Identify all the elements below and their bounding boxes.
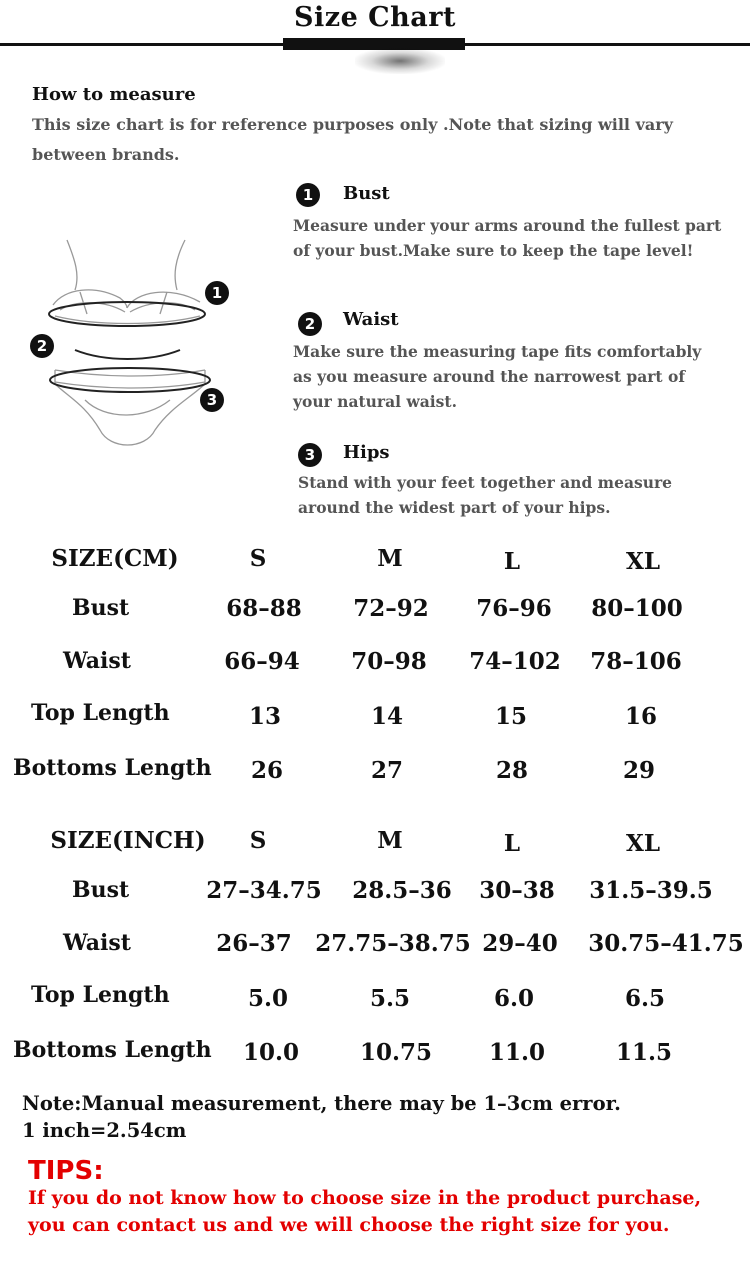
inch-row-label-top-length: Top Length xyxy=(31,982,170,1008)
how-to-measure-title: How to measure xyxy=(32,84,196,105)
header-shadow xyxy=(355,48,445,74)
inch-header-l: L xyxy=(503,830,521,857)
page-title: Size Chart xyxy=(294,2,456,33)
cm-header-l: L xyxy=(503,548,521,575)
cm-waist-m: 70–98 xyxy=(351,648,427,675)
step-2-number: 2 xyxy=(298,312,322,336)
inch-waist-l: 29–40 xyxy=(482,930,558,957)
cm-bottoms-length-l: 28 xyxy=(495,757,529,784)
bikini-measure-illustration xyxy=(25,230,240,495)
step-1-text: Measure under your arms around the fullest part of your bust.Make sure to keep the tape level! xyxy=(293,216,722,260)
cm-top-length-s: 13 xyxy=(248,703,282,730)
inch-header-xl: XL xyxy=(625,830,661,857)
figure-marker-waist: 2 xyxy=(30,334,54,358)
cm-bust-s: 68–88 xyxy=(226,595,302,622)
inch-bottoms-length-l: 11.0 xyxy=(488,1039,546,1066)
cm-header-m: M xyxy=(377,545,403,572)
inch-top-length-m: 5.5 xyxy=(369,985,411,1012)
cm-header-s: S xyxy=(249,545,267,572)
cm-waist-xl: 78–106 xyxy=(590,648,682,675)
inch-row-label-bottoms-length: Bottoms Length xyxy=(13,1037,212,1063)
tips-title: TIPS: xyxy=(28,1156,104,1186)
step-1-number: 1 xyxy=(296,183,320,207)
cm-top-length-m: 14 xyxy=(370,703,404,730)
inch-header-m: M xyxy=(377,827,403,854)
waist-measure-line xyxy=(75,350,180,359)
how-to-measure-text: This size chart is for reference purposes only .Note that sizing will vary between brands. xyxy=(32,115,673,164)
inch-top-length-xl: 6.5 xyxy=(624,985,666,1012)
cm-row-label-top-length: Top Length xyxy=(31,700,170,726)
measurement-note xyxy=(22,1090,621,1144)
tips-text: If you do not know how to choose size in the product purchase, you can contact us and we will choose the right size for you. xyxy=(28,1187,702,1236)
cm-waist-s: 66–94 xyxy=(224,648,300,675)
note-conversion-text: 1 inch=2.54cm xyxy=(22,1119,187,1142)
cm-header-label: SIZE(CM) xyxy=(51,545,179,572)
cm-bust-m: 72–92 xyxy=(353,595,429,622)
cm-bottoms-length-xl: 29 xyxy=(622,757,656,784)
step-3-number: 3 xyxy=(298,443,322,467)
cm-bottoms-length-m: 27 xyxy=(370,757,404,784)
inch-header-label: SIZE(INCH) xyxy=(50,827,206,854)
inch-bust-s: 27–34.75 xyxy=(206,877,322,904)
inch-bottoms-length-m: 10.75 xyxy=(359,1039,433,1066)
cm-row-label-waist: Waist xyxy=(63,648,131,674)
cm-top-length-l: 15 xyxy=(494,703,528,730)
figure-marker-bust: 1 xyxy=(205,281,229,305)
step-3-title: Hips xyxy=(343,442,390,463)
inch-bottoms-length-xl: 11.5 xyxy=(615,1039,673,1066)
inch-waist-xl: 30.75–41.75 xyxy=(588,930,744,957)
step-1-title: Bust xyxy=(343,183,390,204)
inch-bust-m: 28.5–36 xyxy=(352,877,452,904)
inch-bottoms-length-s: 10.0 xyxy=(242,1039,300,1066)
cm-row-label-bust: Bust xyxy=(72,595,130,621)
cm-bust-l: 76–96 xyxy=(476,595,552,622)
inch-top-length-s: 5.0 xyxy=(247,985,289,1012)
cm-header-xl: XL xyxy=(625,548,661,575)
cm-bust-xl: 80–100 xyxy=(591,595,683,622)
inch-row-label-bust: Bust xyxy=(72,877,130,903)
step-2-text: Make sure the measuring tape fits comfortably as you measure around the narrowest part of your natural waist. xyxy=(293,342,702,411)
step-3-text: Stand with your feet together and measure around the widest part of your hips. xyxy=(298,473,673,517)
inch-bust-l: 30–38 xyxy=(479,877,555,904)
step-2-title: Waist xyxy=(343,309,399,330)
cm-top-length-xl: 16 xyxy=(624,703,658,730)
inch-waist-m: 27.75–38.75 xyxy=(315,930,471,957)
figure-marker-hips: 3 xyxy=(200,388,224,412)
cm-row-label-bottoms-length: Bottoms Length xyxy=(13,755,212,781)
cm-bottoms-length-s: 26 xyxy=(250,757,284,784)
note-error-text: Note:Manual measurement, there may be 1–3cm error. xyxy=(22,1092,621,1115)
inch-bust-xl: 31.5–39.5 xyxy=(589,877,713,904)
inch-top-length-l: 6.0 xyxy=(493,985,535,1012)
cm-waist-l: 74–102 xyxy=(469,648,561,675)
inch-header-s: S xyxy=(249,827,267,854)
inch-waist-s: 26–37 xyxy=(216,930,292,957)
inch-row-label-waist: Waist xyxy=(63,930,131,956)
